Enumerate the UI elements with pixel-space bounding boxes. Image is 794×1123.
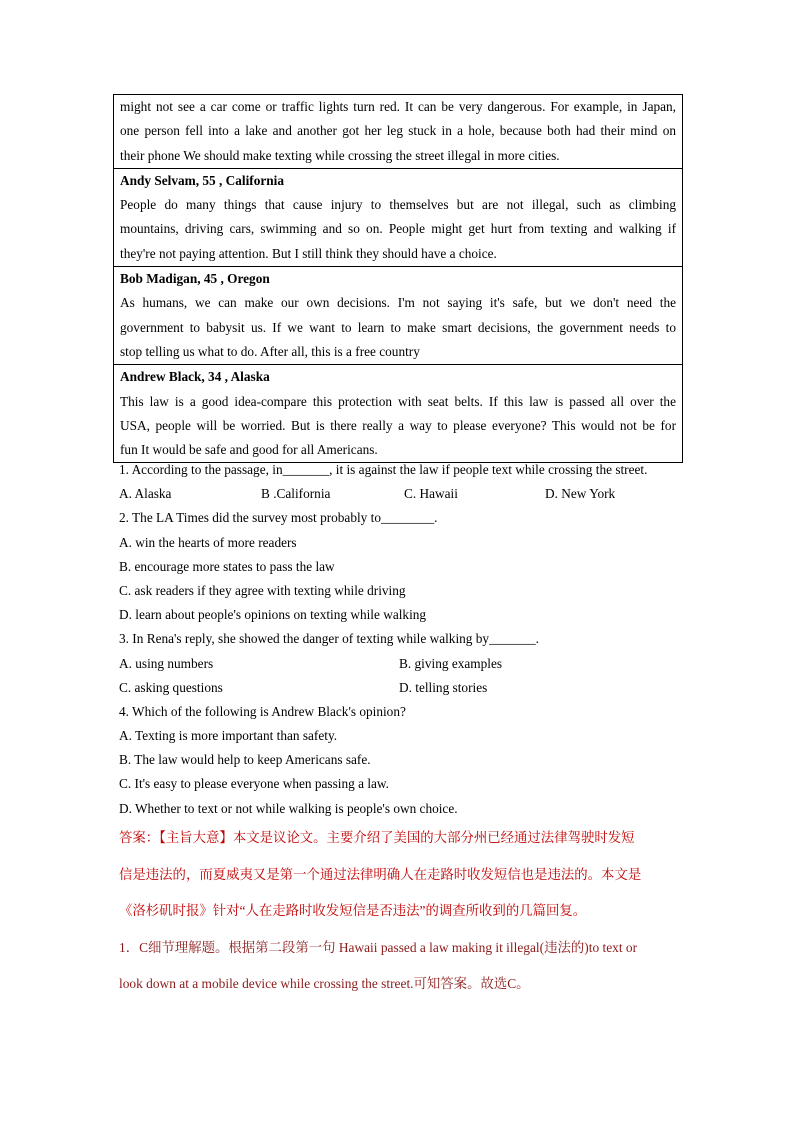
option: D. New York [545,486,616,502]
answer-line: 1．C细节理解题。根据第二段第一句 Hawaii passed a law making it illegal(违法的)to text or [119,939,638,955]
question-stem: 3. In Rena's reply, she showed the danger of texting while walking by_______. [119,631,539,647]
option: B. giving examples [399,655,503,671]
answer-line: 信是违法的，而夏威夷又是第一个通过法律明确人在走路时收发短信也是违法的。本文是 [119,866,642,882]
option: B. encourage more states to pass the law [119,558,335,574]
table-row [114,365,682,462]
option: C. Hawaii [404,486,458,502]
text-line: they're not paying attention. But I still think they should have a choice. [120,245,497,261]
option: C. asking questions [119,679,223,695]
table-row [114,169,682,267]
option: D. Whether to text or not while walking is people's own choice. [119,800,458,816]
responses-table [113,94,683,463]
text-line: People do many things that cause injury to themselves but are not illegal, such as climbing [120,197,676,213]
text-line: their phone We should make texting while crossing the street illegal in more cities. [120,147,560,163]
text-line: As humans, we can make our own decisions. I'm not saying it's safe, but we don't need the [120,295,676,311]
text-line: mountains, driving cars, swimming and so on. People might get hurt from texting and walking if [120,221,676,237]
question-options [119,652,679,676]
answer-line: 答案：【主旨大意】本文是议论文。主要介绍了美国的大部分州已经通过法律驾驶时发短 [119,830,635,845]
option: B. The law would help to keep Americans safe. [119,752,371,768]
text-line: This law is a good idea-compare this protection with seat belts. If this law is passed all over the [120,393,676,409]
answer-section [119,820,679,1003]
respondent-name: Andy Selvam, 55 , California [120,172,285,188]
question-stem: 1. According to the passage, in_______, it is against the law if people text while crossing the street. [119,462,648,477]
answer-line: 《洛杉矶时报》针对“人在走路时收发短信是否违法”的调查所收到的几篇回复。 [119,903,587,918]
option: C. ask readers if they agree with texting while driving [119,582,406,598]
questions-section [119,458,679,821]
option: D. learn about people's opinions on texting while walking [119,607,427,623]
text-line: might not see a car come or traffic lights turn red. It can be very dangerous. For example, in Japan, [120,99,676,114]
question-options [119,676,679,700]
question-stem: 4. Which of the following is Andrew Black's opinion? [119,703,406,719]
table-row [114,267,682,365]
option: A. Texting is more important than safety. [119,728,338,744]
option: A. win the hearts of more readers [119,534,297,550]
text-line: USA, people will be worried. But is there really a way to please everyone? This would not be for [120,417,676,433]
text-line: stop telling us what to do. After all, this is a free country [120,343,420,359]
text-line: government to babysit us. If we want to learn to make smart decisions, the government needs to [120,319,676,335]
question-options [119,482,679,506]
option: D. telling stories [399,679,488,695]
option: A. using numbers [119,655,214,671]
answer-line: look down at a mobile device while crossing the street.可知答案。故选C。 [119,976,530,991]
respondent-name: Andrew Black, 34 , Alaska [120,369,270,385]
option: B .California [261,486,331,502]
text-line: fun It would be safe and good for all Americans. [120,442,378,458]
question-stem: 2. The LA Times did the survey most probably to________. [119,510,438,526]
text-line: one person fell into a lake and another got her leg stuck in a hole, because both had their mind on [120,123,676,139]
option: A. Alaska [119,486,172,502]
respondent-name: Bob Madigan, 45 , Oregon [120,271,270,287]
option: C. It's easy to please everyone when passing a law. [119,776,389,792]
table-row [114,95,682,169]
